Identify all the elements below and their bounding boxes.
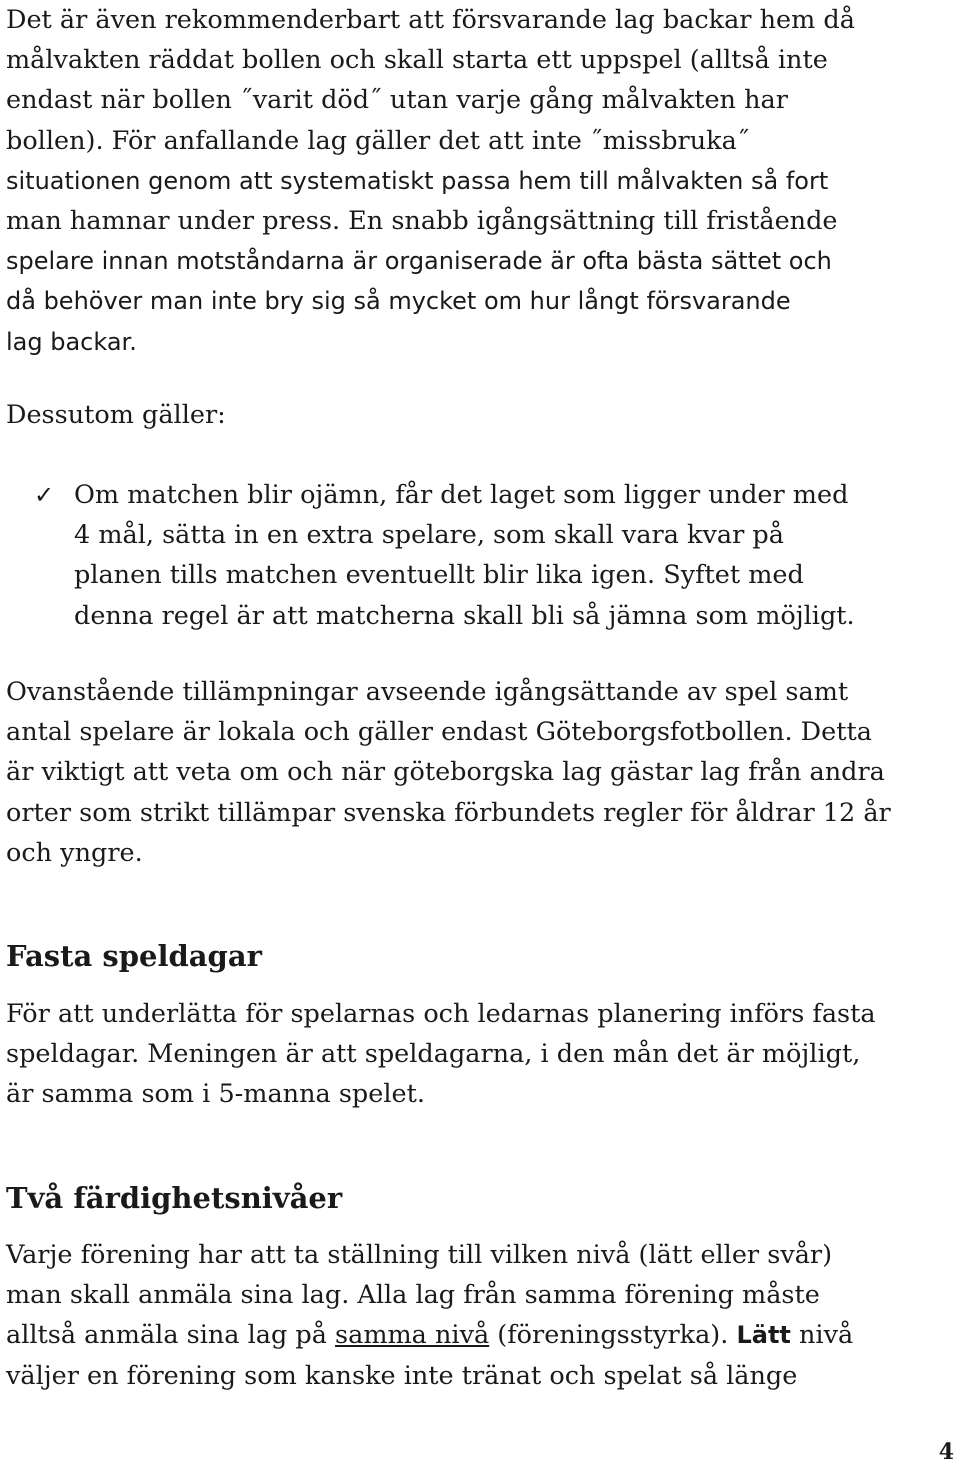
bold-text: Lätt	[736, 1321, 791, 1350]
text-line: och yngre.	[6, 837, 143, 868]
text-line: lag backar.	[6, 327, 137, 356]
text-line: man skall anmäla sina lag. Alla lag från samma förening måste	[6, 1280, 820, 1311]
text-line: 4 mål, sätta in en extra spelare, som skall vara kvar på	[74, 520, 784, 551]
text-line: då behöver man inte bry sig så mycket om hur långt försvarande	[6, 287, 791, 316]
text-line-part: man hamnar under press. En snabb igångsättning till fristående	[6, 206, 838, 237]
text-fragment: (föreningsstyrka).	[489, 1320, 737, 1351]
text-line: situationen genom att systematiskt passa hem till målvakten så fort	[6, 166, 829, 195]
paragraph-skill-levels	[6, 1235, 958, 1396]
text-line: Om matchen blir ojämn, får det laget som ligger under med	[74, 480, 849, 510]
text-line: målvakten räddat bollen och skall starta ett uppspel (alltså inte	[6, 45, 828, 76]
text-line: För att underlätta för spelarnas och ledarnas planering införs fasta	[6, 999, 876, 1029]
paragraph-intro: Dessutom gäller:	[6, 400, 226, 430]
paragraph-match-days	[6, 994, 958, 1115]
text-line: är samma som i 5-manna spelet.	[6, 1079, 425, 1110]
page-number: 4	[938, 1439, 954, 1465]
checklist-item	[34, 475, 954, 636]
text-line: orter som strikt tillämpar svenska förbundets regler för åldrar 12 år	[6, 797, 891, 828]
text-fragment: nivå	[790, 1320, 854, 1351]
text-line: bollen). För anfallande lag gäller det att inte ˝missbruka˝	[6, 125, 750, 156]
text-line: endast när bollen ˝varit död˝ utan varje gång målvakten har	[6, 85, 788, 116]
checkmark-icon: ✓	[34, 481, 55, 509]
section-heading: Två färdighetsnivåer	[6, 1181, 343, 1216]
text-line: väljer en förening som kanske inte tränat och spelat så länge	[6, 1360, 798, 1391]
text-line: antal spelare är lokala och gäller endast Göteborgsfotbollen. Detta	[6, 717, 872, 748]
section-heading: Fasta speldagar	[6, 939, 262, 974]
text-line: planen tills matchen eventuellt blir lika igen. Syftet med	[74, 560, 804, 591]
text-line: spelare innan motståndarna är organiserade är ofta bästa sättet och	[6, 247, 832, 276]
text-line: Det är även rekommenderbart att försvarande lag backar hem då	[6, 5, 855, 35]
text-line	[6, 1315, 958, 1355]
text-line: är viktigt att veta om och när göteborgska lag gästar lag från andra	[6, 757, 885, 788]
text-line: speldagar. Meningen är att speldagarna, i den mån det är möjligt,	[6, 1039, 861, 1070]
text-line: denna regel är att matcherna skall bli så jämna som möjligt.	[74, 600, 855, 631]
paragraph-local-rules	[6, 672, 958, 873]
text-line: Varje förening har att ta ställning till vilken nivå (lätt eller svår)	[6, 1240, 833, 1270]
text-line	[6, 201, 958, 241]
underlined-text: samma nivå	[335, 1320, 490, 1351]
paragraph-goalkeeper-restart	[6, 0, 958, 362]
text-line: Ovanstående tillämpningar avseende igångsättande av spel samt	[6, 677, 849, 707]
text-fragment: alltså anmäla sina lag på	[6, 1320, 336, 1351]
